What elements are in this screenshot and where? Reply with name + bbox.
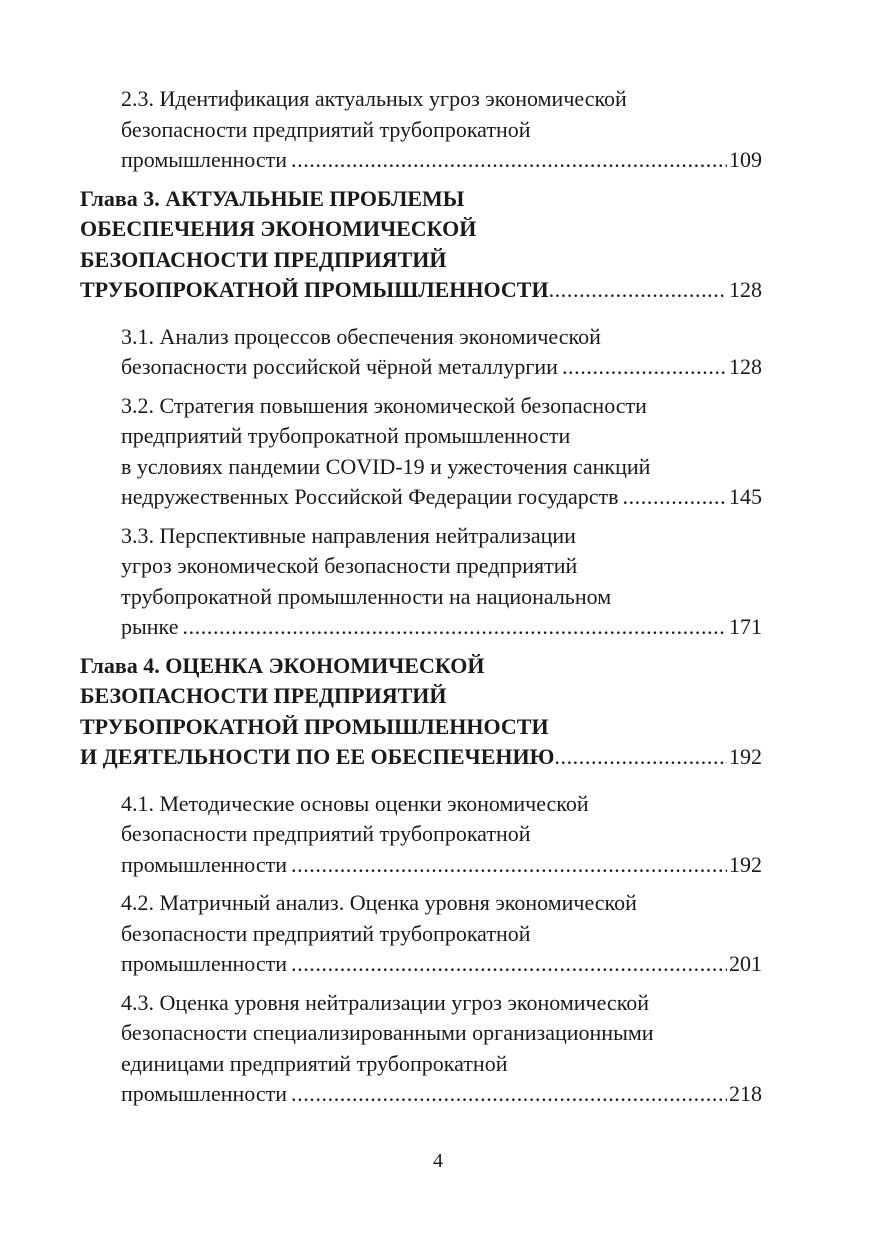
toc-entry-line: безопасности предприятий трубопрокатной: [121, 920, 531, 946]
toc-entry-line: 3.1. Анализ процессов обеспечения экономической: [121, 323, 601, 349]
page-number: 4: [433, 1150, 443, 1172]
dot-leader: [562, 352, 727, 383]
dot-leader: [291, 145, 727, 176]
dot-leader: [622, 482, 727, 513]
toc-entry-line: 4.3. Оценка уровня нейтрализации угроз экономической: [121, 989, 650, 1015]
toc-entry-line: безопасности специализированными организационными: [121, 1020, 654, 1045]
toc-entry-line: промышленности: [121, 1081, 287, 1106]
toc-entry-line: единицами предприятий трубопрокатной: [121, 1050, 508, 1076]
toc-chapter-line: И ДЕЯТЕЛЬНОСТИ ПО ЕЕ ОБЕСПЕЧЕНИЮ: [80, 744, 555, 769]
dot-leader: [182, 612, 727, 643]
toc-entry-3-2[interactable]: [80, 391, 762, 513]
dot-leader: [291, 1079, 727, 1110]
toc-chapter-line: ТРУБОПРОКАТНОЙ ПРОМЫШЛЕННОСТИ: [80, 713, 549, 739]
toc-chapter-line: БЕЗОПАСНОСТИ ПРЕДПРИЯТИЙ: [80, 683, 447, 708]
toc-page-number: 192: [729, 744, 762, 769]
toc-chapter-line: ОБЕСПЕЧЕНИЯ ЭКОНОМИЧЕСКОЙ: [80, 216, 477, 241]
toc-page-number: 128: [729, 354, 762, 379]
toc-chapter-line: Глава 4. ОЦЕНКА ЭКОНОМИЧЕСКОЙ: [80, 652, 485, 678]
toc-page-number: 218: [729, 1081, 762, 1106]
toc-chapter-line: БЕЗОПАСНОСТИ ПРЕДПРИЯТИЙ: [80, 246, 447, 272]
toc-entry-line: в условиях пандемии COVID-19 и ужесточения санкций: [121, 453, 651, 479]
toc-page-number: 145: [729, 484, 762, 509]
toc-entry-4-2[interactable]: [80, 888, 762, 980]
toc-entry-2-3[interactable]: [80, 84, 762, 176]
toc-entry-4-1[interactable]: [80, 789, 762, 881]
toc-entry-line: промышленности: [121, 951, 287, 976]
toc-page-number: 192: [729, 851, 762, 877]
toc-entry-line: промышленности: [121, 851, 287, 877]
toc-entry-line: 4.1. Методические основы оценки экономической: [121, 790, 589, 816]
toc-entry-line: трубопрокатной промышленности на национальном: [121, 583, 612, 609]
toc-entry-3-1[interactable]: [80, 322, 762, 383]
toc-entry-line: угроз экономической безопасности предприятий: [121, 553, 578, 578]
toc-entry-line: предприятий трубопрокатной промышленности: [121, 423, 571, 448]
toc-page-number: 171: [729, 614, 762, 639]
toc-chapter-line: ТРУБОПРОКАТНОЙ ПРОМЫШЛЕННОСТИ: [80, 277, 549, 302]
dot-leader: [554, 742, 727, 773]
toc-entry-line: рынке: [121, 614, 179, 639]
toc-chapter-3[interactable]: [80, 184, 762, 306]
toc-entry-line: недружественных Российской Федерации государств: [121, 484, 619, 509]
toc-entry-line: безопасности российской чёрной металлургии: [121, 354, 558, 379]
toc-entry-line: безопасности предприятий трубопрокатной: [121, 116, 531, 142]
toc-entry-3-3[interactable]: [80, 521, 762, 643]
toc-chapter-4[interactable]: [80, 651, 762, 773]
dot-leader: [291, 850, 727, 881]
toc-page-number: 109: [729, 147, 762, 172]
dot-leader: [291, 949, 727, 980]
toc-page-number: 128: [729, 277, 762, 302]
toc-chapter-line: Глава 3. АКТУАЛЬНЫЕ ПРОБЛЕМЫ: [80, 185, 465, 211]
toc-entry-line: 4.2. Матричный анализ. Оценка уровня экономической: [121, 890, 637, 915]
toc-entry-4-3[interactable]: [80, 988, 762, 1110]
toc-entry-line: 3.2. Стратегия повышения экономической безопасности: [121, 392, 647, 418]
toc-page-number: 201: [729, 951, 762, 976]
toc-entry-line: 3.3. Перспективные направления нейтрализации: [121, 522, 576, 548]
dot-leader: [549, 275, 727, 306]
toc-entry-line: промышленности: [121, 147, 287, 172]
toc-entry-line: 2.3. Идентификация актуальных угроз экономической: [121, 86, 627, 111]
table-of-contents: [80, 84, 762, 1118]
toc-entry-line: безопасности предприятий трубопрокатной: [121, 821, 531, 846]
